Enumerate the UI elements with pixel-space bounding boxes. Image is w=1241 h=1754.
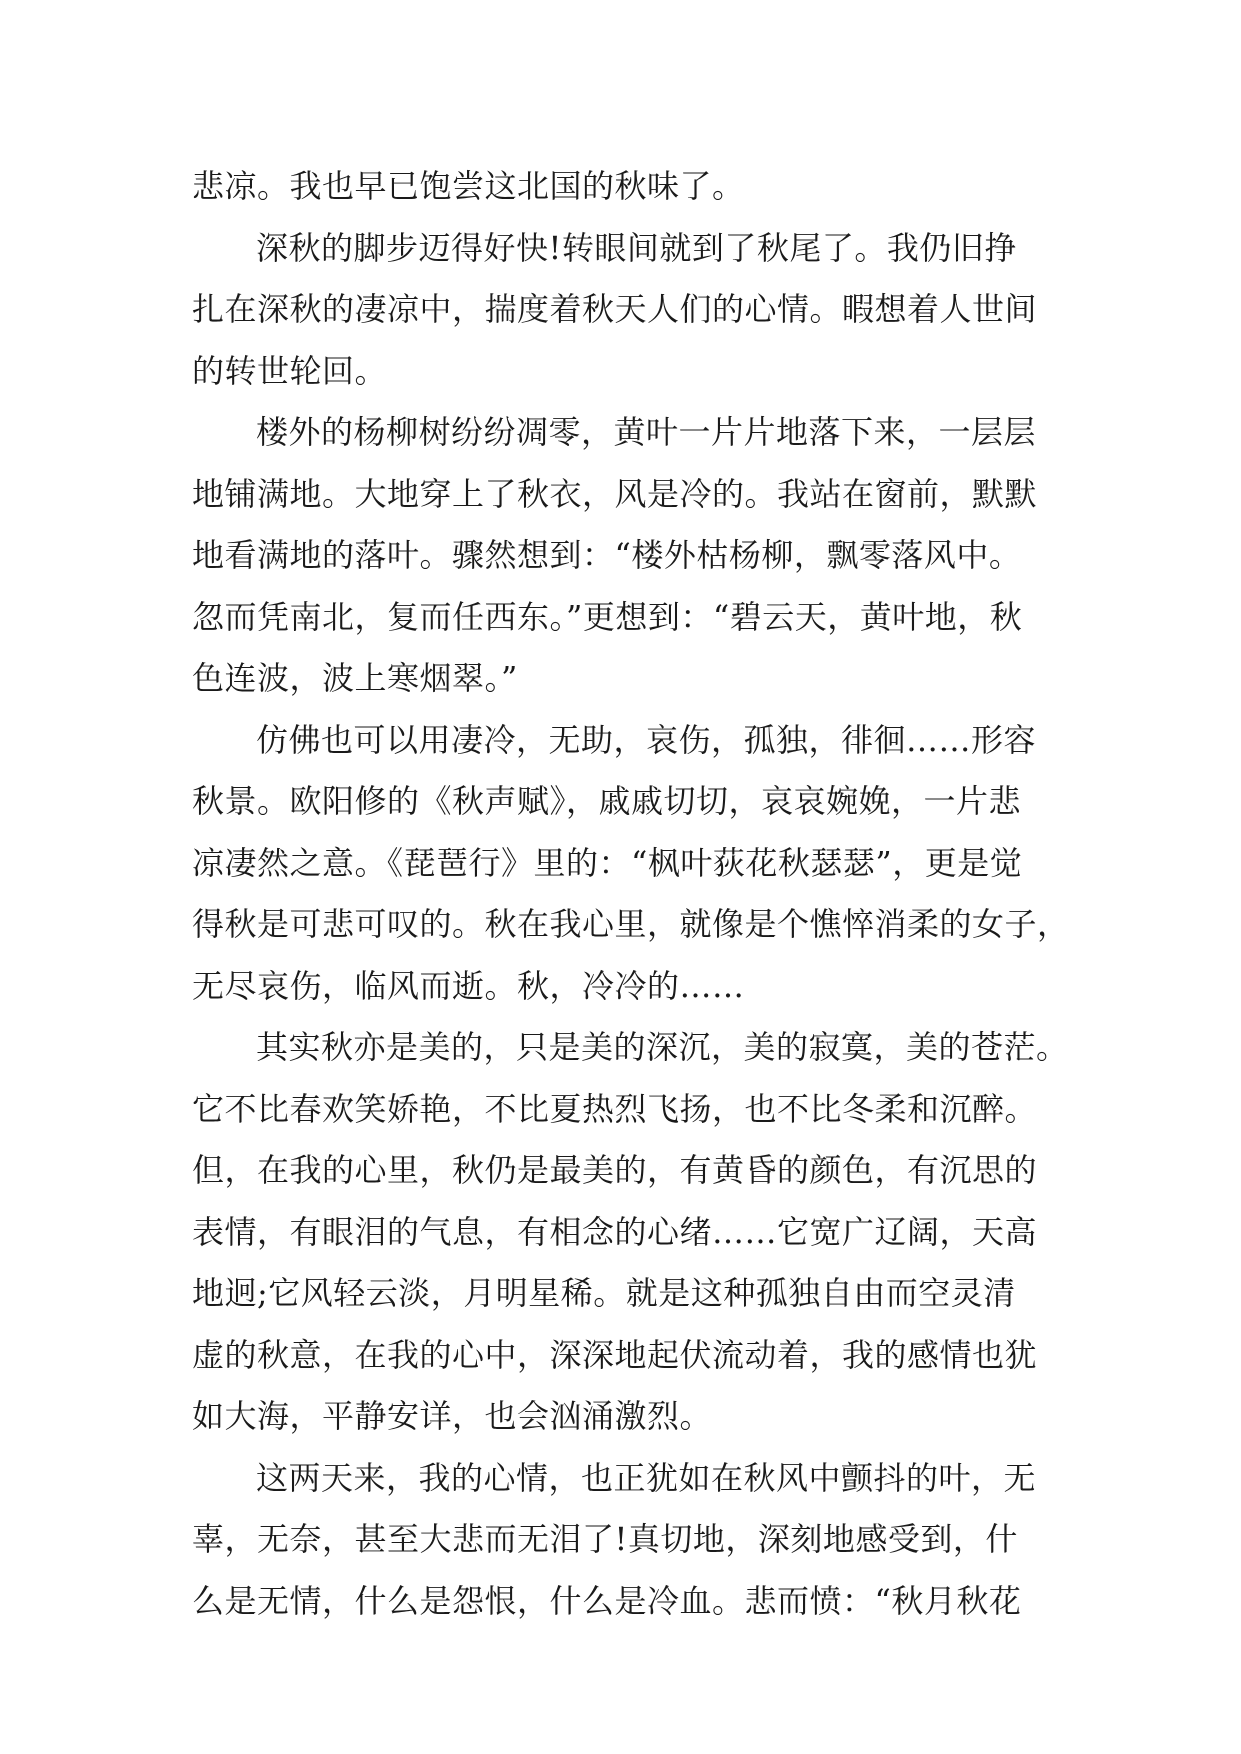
document-body <box>192 156 1072 1632</box>
text-line: 么是无情，什么是怨恨，什么是冷血。悲而愤：“秋月秋花 <box>192 1581 1022 1620</box>
text-line: 地迥;它风轻云淡，月明星稀。就是这种孤独自由而空灵清 <box>192 1274 1016 1312</box>
text-line: 它不比春欢笑娇艳，不比夏热烈飞扬，也不比冬柔和沉醉。 <box>192 1089 1038 1128</box>
text-line: 辜，无奈，甚至大悲而无泪了!真切地，深刻地感受到，什 <box>192 1520 1018 1558</box>
text-line: 的转世轮回。 <box>192 351 388 390</box>
text-line: 得秋是可悲可叹的。秋在我心里，就像是个憔悴消柔的女子， <box>192 905 1070 943</box>
text-line: 扎在深秋的凄凉中，揣度着秋天人们的心情。暇想着人世间 <box>192 290 1038 328</box>
text-line: 忽而凭南北，复而任西东。”更想到：“碧云天，黄叶地，秋 <box>192 597 1023 636</box>
text-line: 深秋的脚步迈得好快!转眼间就到了秋尾了。我仍旧挣 <box>256 228 1017 267</box>
text-line: 虚的秋意，在我的心中，深深地起伏流动着，我的感情也犹 <box>192 1335 1038 1374</box>
text-line: 这两天来，我的心情，也正犹如在秋风中颤抖的叶，无 <box>256 1458 1037 1497</box>
text-line: 地看满地的落叶。骤然想到：“楼外枯杨柳，飘零落风中。 <box>192 536 1022 574</box>
text-line: 凉凄然之意。《琵琶行》里的：“枫叶荻花秋瑟瑟”，更是觉 <box>192 843 1023 882</box>
text-line: 楼外的杨柳树纷纷凋零，黄叶一片片地落下来，一层层 <box>256 413 1037 451</box>
text-line: 地铺满地。大地穿上了秋衣，风是冷的。我站在窗前，默默 <box>192 474 1038 513</box>
text-line: 色连波，波上寒烟翠。” <box>192 659 518 697</box>
text-line: 悲凉。我也早已饱尝这北国的秋味了。 <box>192 167 745 205</box>
text-line: 但，在我的心里，秋仍是最美的，有黄昏的颜色，有沉思的 <box>192 1151 1038 1189</box>
text-line: 表情，有眼泪的气息，有相念的心绪……它宽广辽阔，天高 <box>192 1212 1038 1251</box>
text-line: 无尽哀伤，临风而逝。秋，冷冷的…… <box>192 966 745 1005</box>
text-line: 其实秋亦是美的，只是美的深沉，美的寂寞，美的苍茫。 <box>256 1028 1069 1066</box>
text-line: 如大海，平静安详，也会汹涌激烈。 <box>192 1397 713 1435</box>
text-line: 仿佛也可以用凄冷，无助，哀伤，孤独，徘徊……形容 <box>256 720 1037 759</box>
text-line: 秋景。欧阳修的《秋声赋》，戚戚切切，哀哀婉娩，一片悲 <box>192 782 1022 820</box>
